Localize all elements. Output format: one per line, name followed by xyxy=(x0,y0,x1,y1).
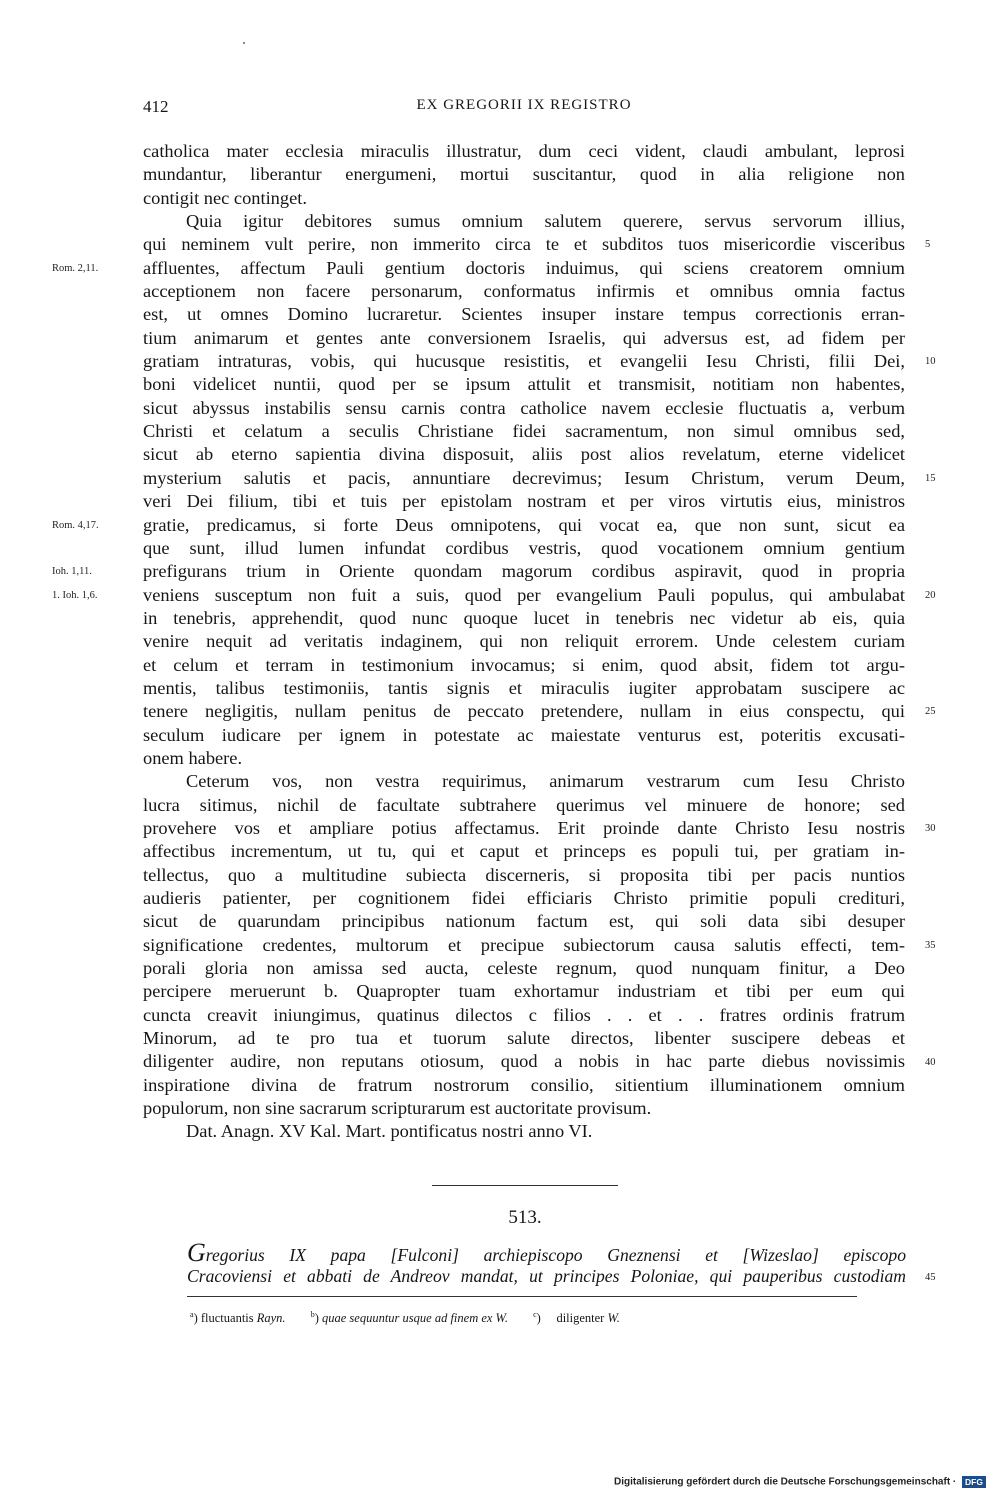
line-number: 15 xyxy=(925,472,936,484)
footnote-text: diligenter xyxy=(556,1311,605,1326)
text-line: gratie, predicamus, si forte Deus omnipotens, qui vocat ea, que non sunt, sicut ea xyxy=(143,514,905,535)
text-line: inspiratione divina de fratrum nostrorum consilio, sitientium illuminationem omnium xyxy=(143,1074,905,1095)
footnote-rule xyxy=(187,1296,857,1297)
letter-body xyxy=(143,140,905,1144)
text-line: mundantur, liberantur energumeni, mortui suscitantur, quod in alia religione non xyxy=(143,164,905,185)
text-line: tium animarum et gentes ante conversionem Israelis, qui adversus est, ad fidem per xyxy=(143,327,905,348)
text-line: affectibus incrementum, ut tu, qui et caput et princeps es populi tui, per gratiam in- xyxy=(143,841,905,862)
credit-text: Digitalisierung gefördert durch die Deutsche Forschungsgemeinschaft xyxy=(613,1476,951,1488)
text-line: porali gloria non amissa sed aucta, celeste regnum, quod nunquam finitur, a Deo xyxy=(143,958,905,979)
line-number: 35 xyxy=(925,939,936,951)
line-number: 5 xyxy=(925,239,931,251)
summary-initial: G xyxy=(187,1238,206,1267)
document-summary-line-1 xyxy=(187,1240,906,1266)
document-number: 513. xyxy=(508,1207,542,1228)
text-line: Minorum, ad te pro tua et tuorum salute directos, libenter suscipere debeas et xyxy=(143,1028,905,1049)
text-line: mysterium salutis et pacis, annuntiare decrevimus; Iesum Christum, verum Deum, xyxy=(143,467,905,488)
text-line: in tenebris, apprehendit, quod nunc quoque lucet in tenebris nec videtur ab eis, quia xyxy=(143,607,905,628)
text-line: affluentes, affectum Pauli gentium doctoris induimus, qui sciens creatorem omnium xyxy=(143,257,905,278)
summary-line-number: 45 xyxy=(925,1272,936,1283)
footnote-c: $^c$) diligenter W. xyxy=(533,1310,620,1326)
text-line: Christi et celatum a seculis Christiane fidei sacramentum, non simul omnibus sed, xyxy=(143,421,905,442)
text-line: provehere vos et ampliare potius affectamus. Erit proinde dante Christo Iesu nostris xyxy=(143,817,905,838)
text-line: veniens susceptum non fuit a suis, quod per evangelium Pauli populus, qui ambulabat xyxy=(143,584,905,605)
text-line: tenere negligitis, nullam penitus de peccato pretendere, nullam in eius conspectu, qui xyxy=(143,701,905,722)
summary-line-1-text: regorius IX papa [Fulconi] archiepiscopo Gneznensi et [Wizeslao] episcopo xyxy=(205,1245,906,1265)
dfg-logo: DFG xyxy=(962,1476,986,1488)
page-header xyxy=(143,97,905,119)
footnote-source: Rayn. xyxy=(256,1311,286,1326)
text-line: cuncta creavit iniungimus, quatinus dilectos c filios . . et . . fratres ordinis fratrum xyxy=(143,1004,905,1025)
text-line: audieris patienter, per cognitionem fidei efficiaris Christo primitie populi credituri, xyxy=(143,888,905,908)
page-number: 412 xyxy=(143,97,169,116)
footnote-a: $^a$) fluctuantis Rayn. xyxy=(190,1310,286,1326)
line-number: 20 xyxy=(925,589,936,601)
text-line: sicut abyssus instabilis sensu carnis contra catholice navem ecclesie fluctuatis a, verbum xyxy=(143,397,905,418)
text-line: onem habere. xyxy=(143,747,243,768)
margin-reference: Rom. 4,17. xyxy=(52,519,99,531)
text-line: Dat. Anagn. XV Kal. Mart. pontificatus nostri anno VI. xyxy=(186,1121,593,1142)
text-line: contigit nec continget. xyxy=(143,187,307,208)
section-divider xyxy=(432,1185,618,1186)
margin-reference: 1. Ioh. 1,6. xyxy=(52,589,98,601)
text-line: significatione credentes, multorum et precipue subiectorum causa salutis effecti, tem- xyxy=(143,934,905,955)
line-number: 30 xyxy=(925,823,936,835)
text-line: seculum iudicare per ignem in potestate ac maiestate venturus est, poteritis excusati- xyxy=(143,724,905,745)
margin-reference: Rom. 2,11. xyxy=(52,262,99,274)
text-line: sicut de quarundam principibus nationum factum est, qui soli data sibi desuper xyxy=(143,911,905,932)
text-line: est, ut omnes Domino lucraretur. Scientes insuper instare tempus correctionis erran- xyxy=(143,304,905,325)
text-line: qui neminem vult perire, non immerito circa te et subditos tuos misericordie visceribus xyxy=(143,234,905,255)
text-line: gratiam intraturas, vobis, qui hucusque resistitis, et evangelii Iesu Christi, filii Dei, xyxy=(143,351,905,372)
text-line: acceptionem non facere personarum, conformatus infirmis et omnibus omnia factus xyxy=(143,281,905,302)
footnote-source: quae sequuntur usque ad finem ex W. xyxy=(321,1311,508,1326)
line-number: 40 xyxy=(925,1056,936,1068)
text-line: prefigurans trium in Oriente quondam magorum cordibus aspiravit, quod in propria xyxy=(143,561,905,582)
text-line: boni videlicet nuntii, quod per se ipsum attulit et transmisit, notitiam non habentes, xyxy=(143,374,905,395)
footnote-mark: b xyxy=(310,1310,315,1319)
text-line: diligenter audire, non reputans otiosum, quod a nobis in hac parte diebus novissimis xyxy=(143,1051,905,1072)
text-line: catholica mater ecclesia miraculis illustratur, dum ceci vident, claudi ambulant, leprosi xyxy=(143,141,905,161)
text-line: sicut ab eterno sapientia divina disposuit, aliis post alios revelatum, eterne videlicet xyxy=(143,444,905,465)
text-line: mentis, talibus testimoniis, tantis signis et miraculis iugiter approbatam suscipere ac xyxy=(143,677,905,698)
footnote-mark: c xyxy=(533,1310,537,1319)
footnote-text: fluctuantis xyxy=(200,1311,254,1326)
line-number: 10 xyxy=(925,356,936,368)
text-line: et celum et terram in testimonium invocamus; si enim, quod absit, fidem tot argu- xyxy=(143,654,905,675)
text-line: lucra sitimus, nichil de facultate subtrahere querimus vel minuere de honore; sed xyxy=(143,794,905,815)
footnotes xyxy=(190,1310,642,1326)
scan-speck xyxy=(243,42,245,44)
line-number: 25 xyxy=(925,706,936,718)
text-line: Ceterum vos, non vestra requirimus, animarum vestrarum cum Iesu Christo xyxy=(186,771,905,792)
document-summary-line-2: Cracoviensi et abbati de Andreov mandat, ut principes Poloniae, qui pauperibus custodiam xyxy=(187,1266,906,1286)
text-line: venire nequit ad veritatis indaginem, qui non reliquit errorem. Unde celestem curiam xyxy=(143,631,905,652)
text-line: que sunt, illud lumen infundat cordibus vestris, quod vocationem omnium gentium xyxy=(143,537,905,558)
digitization-credit: Digitalisierung gefördert durch die Deutsche Forschungsgemeinschaft · DFG xyxy=(614,1476,986,1488)
running-title: EX GREGORII IX REGISTRO xyxy=(416,97,632,113)
margin-reference: Ioh. 1,11. xyxy=(52,566,92,578)
text-line: Quia igitur debitores sumus omnium salutem querere, servus servorum illius, xyxy=(186,211,905,232)
text-line: veri Dei filium, tibi et tuis per epistolam nostram et per viros virtutis eius, ministros xyxy=(143,491,905,512)
footnote-mark: a xyxy=(190,1310,194,1319)
text-line: percipere meruerunt b. Quapropter tuam exhortamur industriam et tibi per eum qui xyxy=(143,981,905,1002)
text-line: tellectus, quo a multitudine subiecta discerneris, si proposita tibi per pacis nuntios xyxy=(143,864,905,885)
footnote-source: W. xyxy=(607,1311,620,1326)
footnote-b: $^b$) quae sequuntur usque ad finem ex W. xyxy=(310,1310,508,1326)
text-line: populorum, non sine sacrarum scripturarum est auctoritate provisum. xyxy=(143,1098,652,1119)
